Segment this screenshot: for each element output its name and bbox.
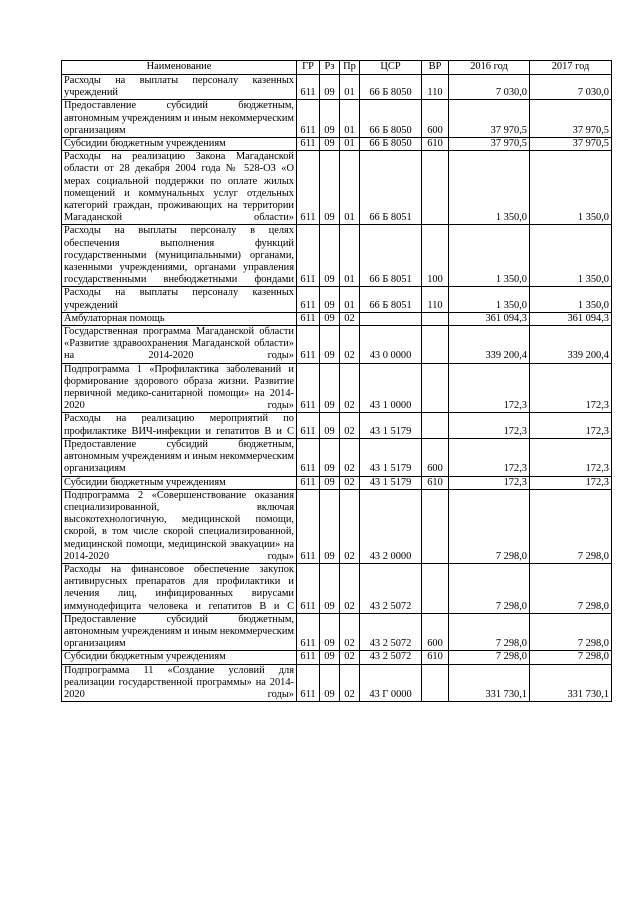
row-2016: 361 094,3 [449, 312, 530, 325]
row-vr [422, 563, 449, 613]
row-2017: 37 970,5 [530, 138, 612, 151]
row-vr: 600 [422, 613, 449, 651]
row-gr: 611 [297, 326, 320, 364]
row-2017: 1 350,0 [530, 287, 612, 312]
row-2017: 7 298,0 [530, 613, 612, 651]
row-2017: 7 298,0 [530, 651, 612, 664]
row-gr: 611 [297, 613, 320, 651]
row-gr: 611 [297, 225, 320, 287]
row-gr: 611 [297, 476, 320, 489]
row-2016: 37 970,5 [449, 138, 530, 151]
row-2016: 7 298,0 [449, 613, 530, 651]
row-csr: 66 Б 8051 [360, 225, 422, 287]
row-csr: 43 1 5179 [360, 413, 422, 438]
budget-table [61, 60, 612, 702]
row-rz: 09 [320, 651, 340, 664]
table-row [62, 438, 612, 476]
table-row [62, 100, 612, 138]
table-row [62, 413, 612, 438]
table-row [62, 75, 612, 100]
table-row [62, 151, 612, 225]
row-2017: 172,3 [530, 476, 612, 489]
row-csr: 43 2 5072 [360, 563, 422, 613]
row-rz: 09 [320, 312, 340, 325]
row-pr: 02 [340, 363, 360, 413]
row-csr: 43 2 5072 [360, 651, 422, 664]
table-row [62, 613, 612, 651]
row-pr: 02 [340, 651, 360, 664]
row-name: Субсидии бюджетным учреждениям [62, 138, 297, 151]
row-rz: 09 [320, 75, 340, 100]
row-gr: 611 [297, 100, 320, 138]
row-name: Предоставление субсидий бюджетным, автономным учреждениям и иным некоммерческим организациям [62, 438, 297, 476]
table-row [62, 312, 612, 325]
row-2017: 37 970,5 [530, 100, 612, 138]
row-rz: 09 [320, 363, 340, 413]
row-pr: 02 [340, 312, 360, 325]
row-2017: 339 200,4 [530, 326, 612, 364]
row-rz: 09 [320, 664, 340, 702]
row-2017: 1 350,0 [530, 225, 612, 287]
row-pr: 02 [340, 613, 360, 651]
row-csr: 43 1 0000 [360, 363, 422, 413]
header-2017: 2017 год [530, 61, 612, 75]
row-pr: 02 [340, 438, 360, 476]
row-2017: 7 298,0 [530, 489, 612, 563]
row-pr: 01 [340, 138, 360, 151]
table-row [62, 476, 612, 489]
row-2017: 331 730,1 [530, 664, 612, 702]
row-name: Государственная программа Магаданской области «Развитие здравоохранения Магаданской области» на 2014-2020 годы» [62, 326, 297, 364]
row-2016: 7 298,0 [449, 563, 530, 613]
row-vr [422, 312, 449, 325]
row-name: Подпрограмма 11 «Создание условий для реализации государственной программы» на 2014-2020 годы» [62, 664, 297, 702]
row-vr [422, 363, 449, 413]
row-pr: 02 [340, 563, 360, 613]
table-row [62, 225, 612, 287]
row-csr: 43 2 0000 [360, 489, 422, 563]
row-rz: 09 [320, 476, 340, 489]
row-name: Предоставление субсидий бюджетным, автономным учреждениям и иным некоммерческим организациям [62, 613, 297, 651]
row-vr: 110 [422, 287, 449, 312]
row-rz: 09 [320, 438, 340, 476]
table-row [62, 651, 612, 664]
row-vr: 600 [422, 438, 449, 476]
row-2017: 1 350,0 [530, 151, 612, 225]
row-gr: 611 [297, 138, 320, 151]
row-vr [422, 151, 449, 225]
row-pr: 02 [340, 476, 360, 489]
row-gr: 611 [297, 363, 320, 413]
header-csr: ЦСР [360, 61, 422, 75]
row-vr [422, 326, 449, 364]
row-2016: 1 350,0 [449, 287, 530, 312]
row-name: Расходы на реализацию Закона Магаданской области от 28 декабря 2004 года № 528-ОЗ «О мерах социальной поддержки по оплате жилых помещений и коммунальных услуг отдельных категорий граждан, проживающих на территории Магаданской области» [62, 151, 297, 225]
table-row [62, 489, 612, 563]
row-vr [422, 413, 449, 438]
row-name: Расходы на финансовое обеспечение закупок антивирусных препаратов для профилактики и лечения лиц, инфицированных вирусами иммунодефицита человека и гепатитов В и С [62, 563, 297, 613]
row-name: Расходы на выплаты персоналу казенных учреждений [62, 75, 297, 100]
row-2016: 1 350,0 [449, 151, 530, 225]
header-pr: Пр [340, 61, 360, 75]
row-rz: 09 [320, 563, 340, 613]
header-rz: Рз [320, 61, 340, 75]
row-vr [422, 664, 449, 702]
row-2016: 7 030,0 [449, 75, 530, 100]
row-gr: 611 [297, 413, 320, 438]
row-csr: 43 0 0000 [360, 326, 422, 364]
row-pr: 01 [340, 75, 360, 100]
row-name: Расходы на выплаты персоналу казенных учреждений [62, 287, 297, 312]
row-2017: 7 298,0 [530, 563, 612, 613]
row-pr: 01 [340, 151, 360, 225]
row-vr: 100 [422, 225, 449, 287]
row-csr: 43 2 5072 [360, 613, 422, 651]
row-name: Подпрограмма 2 «Совершенствование оказания специализированной, включая высокотехнологичную, медицинской помощи, скорой, в том числе скорой специализированной, медицинской помощи, медицинской эвакуации» на 2014-2020 годы» [62, 489, 297, 563]
row-rz: 09 [320, 151, 340, 225]
row-gr: 611 [297, 563, 320, 613]
row-2017: 172,3 [530, 363, 612, 413]
row-rz: 09 [320, 326, 340, 364]
row-2016: 37 970,5 [449, 100, 530, 138]
row-csr: 66 Б 8051 [360, 151, 422, 225]
row-name: Расходы на реализацию мероприятий по профилактике ВИЧ-инфекции и гепатитов В и С [62, 413, 297, 438]
row-csr: 66 Б 8050 [360, 75, 422, 100]
table-row [62, 326, 612, 364]
row-2016: 7 298,0 [449, 651, 530, 664]
row-gr: 611 [297, 287, 320, 312]
row-rz: 09 [320, 413, 340, 438]
row-pr: 02 [340, 489, 360, 563]
row-vr [422, 489, 449, 563]
header-vr: ВР [422, 61, 449, 75]
row-gr: 611 [297, 664, 320, 702]
row-name: Субсидии бюджетным учреждениям [62, 476, 297, 489]
row-2017: 361 094,3 [530, 312, 612, 325]
row-2017: 172,3 [530, 413, 612, 438]
row-csr: 43 1 5179 [360, 438, 422, 476]
row-2017: 172,3 [530, 438, 612, 476]
row-2016: 1 350,0 [449, 225, 530, 287]
row-vr: 610 [422, 651, 449, 664]
header-gr: ГР [297, 61, 320, 75]
row-csr: 43 Г 0000 [360, 664, 422, 702]
row-gr: 611 [297, 438, 320, 476]
row-vr: 110 [422, 75, 449, 100]
row-rz: 09 [320, 100, 340, 138]
row-gr: 611 [297, 651, 320, 664]
row-vr: 610 [422, 476, 449, 489]
table-row [62, 138, 612, 151]
header-name: Наименование [62, 61, 297, 75]
table-row [62, 363, 612, 413]
row-gr: 611 [297, 312, 320, 325]
row-vr: 610 [422, 138, 449, 151]
row-gr: 611 [297, 489, 320, 563]
table-row [62, 664, 612, 702]
row-pr: 01 [340, 100, 360, 138]
row-csr: 66 Б 8050 [360, 100, 422, 138]
row-2016: 331 730,1 [449, 664, 530, 702]
row-rz: 09 [320, 225, 340, 287]
row-vr: 600 [422, 100, 449, 138]
row-pr: 01 [340, 225, 360, 287]
table-body [62, 75, 612, 702]
table-header [62, 61, 612, 75]
row-name: Амбулаторная помощь [62, 312, 297, 325]
row-gr: 611 [297, 151, 320, 225]
row-name: Расходы на выплаты персоналу в целях обеспечения выполнения функций государственными (муниципальными) органами, казенными учреждениями, органами управления государственными внебюджетными фондами [62, 225, 297, 287]
row-2016: 172,3 [449, 476, 530, 489]
table-row [62, 287, 612, 312]
row-name: Предоставление субсидий бюджетным, автономным учреждениям и иным некоммерческим организациям [62, 100, 297, 138]
row-2016: 172,3 [449, 363, 530, 413]
row-pr: 02 [340, 326, 360, 364]
row-2016: 7 298,0 [449, 489, 530, 563]
row-name: Подпрограмма 1 «Профилактика заболеваний и формирование здорового образа жизни. Развитие первичной медико-санитарной помощи» на 2014-2020 годы» [62, 363, 297, 413]
row-gr: 611 [297, 75, 320, 100]
row-csr: 66 Б 8050 [360, 138, 422, 151]
row-2016: 172,3 [449, 438, 530, 476]
row-2017: 7 030,0 [530, 75, 612, 100]
row-csr [360, 312, 422, 325]
row-csr: 43 1 5179 [360, 476, 422, 489]
row-pr: 02 [340, 413, 360, 438]
row-pr: 02 [340, 664, 360, 702]
row-rz: 09 [320, 138, 340, 151]
row-rz: 09 [320, 287, 340, 312]
table-row [62, 563, 612, 613]
row-2016: 339 200,4 [449, 326, 530, 364]
row-name: Субсидии бюджетным учреждениям [62, 651, 297, 664]
header-row [62, 61, 612, 75]
row-2016: 172,3 [449, 413, 530, 438]
header-2016: 2016 год [449, 61, 530, 75]
row-rz: 09 [320, 489, 340, 563]
row-rz: 09 [320, 613, 340, 651]
row-pr: 01 [340, 287, 360, 312]
row-csr: 66 Б 8051 [360, 287, 422, 312]
